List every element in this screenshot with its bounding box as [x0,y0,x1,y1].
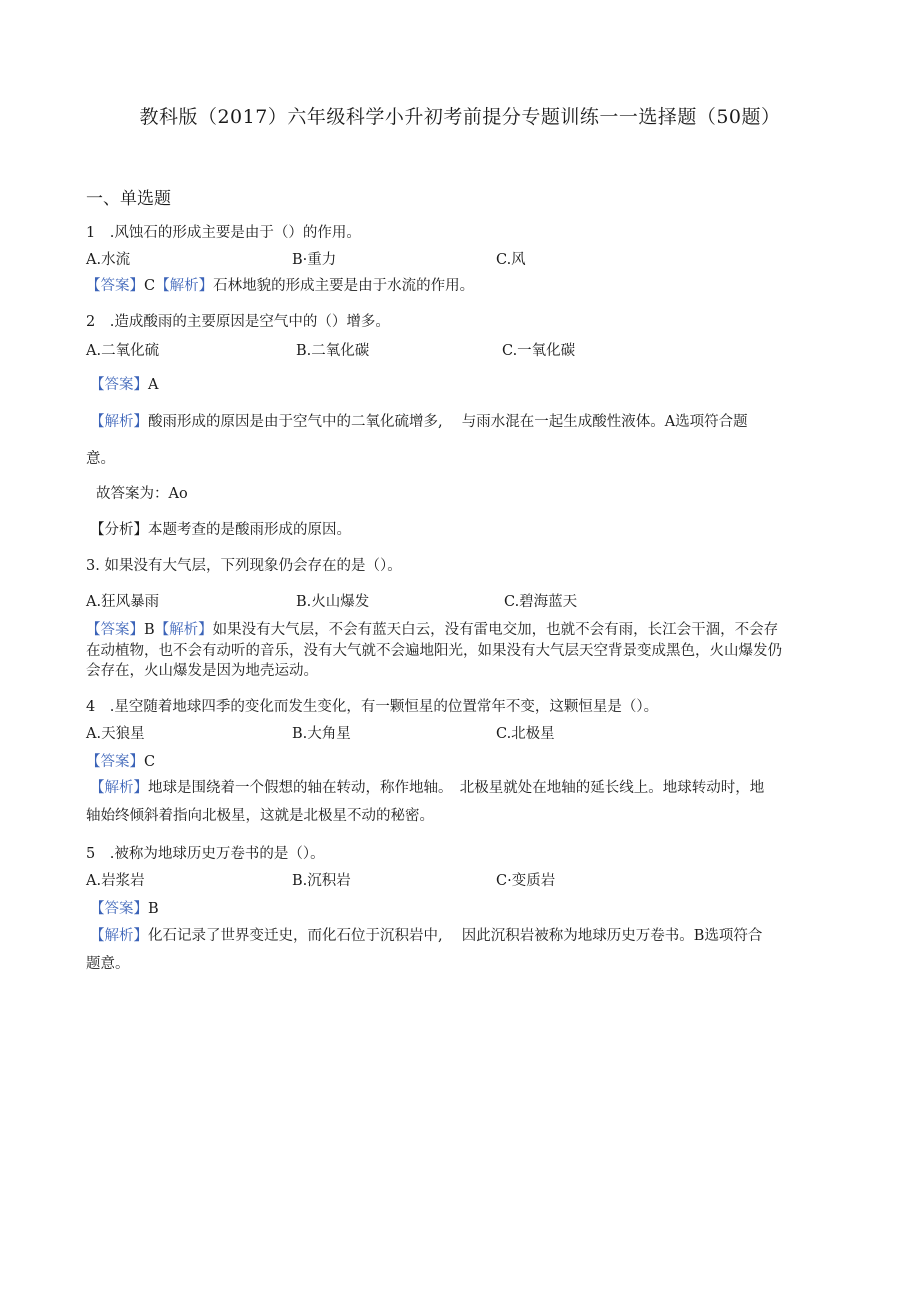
analysis-tag: 【解析】 [90,928,148,944]
analysis-text: 石林地貌的形成主要是由于水流的作用。 [213,278,475,294]
question-5-stem: 5 .被称为地球历史万卷书的是（）。 [86,846,325,862]
question-5-answer-line [90,899,159,919]
question-5-option-a: A.岩浆岩 [86,873,145,889]
analysis-tag: 【解析】 [155,278,214,294]
answer-tag: 【答案】 [86,754,144,770]
question-4-stem: 4 .星空随着地球四季的变化而发生变化，有一颗恒星的位置常年不变，这颗恒星是（）。 [86,699,659,715]
answer-value: B [144,622,155,638]
document-title: 教科版（2017）六年级科学小升初考前提分专题训练一一选择题（50题） [139,106,781,128]
question-5-analysis-line-2: 题意。 [86,956,130,972]
answer-tag: 【答案】 [86,622,144,638]
question-4-option-c: C.北极星 [496,726,555,742]
question-1-option-c: C.风 [496,252,526,268]
answer-value: C [144,754,156,770]
question-2-answer-line [90,375,158,395]
question-2-option-a: A.二氧化硫 [86,343,160,359]
question-3-option-b: B.火山爆发 [296,594,370,610]
question-3-analysis-line-3: 会存在，火山爆发是因为地壳运动。 [86,663,318,679]
analysis-tag: 【解析】 [90,414,148,430]
answer-tag: 【答案】 [90,901,148,917]
question-1-option-a: A.水流 [86,252,131,268]
analysis-tag: 【解析】 [154,622,213,638]
question-4-analysis-line-2: 轴始终倾斜着指向北极星，这就是北极星不动的秘密。 [86,808,434,824]
question-2-analysis-line-1 [90,412,748,432]
question-4-option-a: A.天狼星 [86,726,145,742]
question-1-answer-line [86,276,474,296]
analysis-text: 地球是围绕着一个假想的轴在转动，称作地轴。 北极星就处在地轴的延长线上。地球转动时，地 [148,780,765,796]
analysis-text: 化石记录了世界变迁史，而化石位于沉积岩中, 因此沉积岩被称为地球历史万卷书。B选项符合 [148,928,763,944]
question-2-conclusion: 故答案为：Ao [96,486,188,502]
question-2-fenxi-line [90,520,351,540]
question-2-stem: 2 .造成酸雨的主要原因是空气中的（）增多。 [86,314,390,330]
question-3-option-a: A.狂风暴雨 [86,594,160,610]
question-5-analysis-line-1 [90,926,762,946]
answer-value: B [148,901,159,917]
question-4-option-b: B.大角星 [292,726,351,742]
question-2-option-c: C.一氧化碳 [502,343,576,359]
question-3-analysis-line-2: 在动植物，也不会有动听的音乐，没有大气就不会遍地阳光，如果没有大气层天空背景变成黑色，火山爆发仍 [86,643,782,659]
section-heading: 一、单选题 [86,189,171,209]
answer-value: A [148,377,159,393]
analysis-text: 如果没有大气层，不会有蓝天白云，没有雷电交加，也就不会有雨，长江会干涸，不会存 [212,622,779,638]
analysis-tag: 【解析】 [90,780,148,796]
question-5-option-c: C·变质岩 [496,873,556,889]
question-2-option-b: B.二氧化碳 [296,343,370,359]
question-3-option-c: C.碧海蓝天 [504,594,578,610]
question-1-option-b: B·重力 [292,252,337,268]
answer-tag: 【答案】 [86,278,144,294]
question-5-option-b: B.沉积岩 [292,873,351,889]
analysis-text: 酸雨形成的原因是由于空气中的二氧化硫增多, 与雨水混在一起生成酸性液体。A选项符合题 [148,414,748,430]
question-1-stem: 1 .风蚀石的形成主要是由于（）的作用。 [86,225,361,241]
answer-tag: 【答案】 [90,377,148,393]
answer-value: C [144,278,156,294]
fenxi-text: 本题考查的是酸雨形成的原因。 [148,522,351,538]
question-4-answer-line [86,752,155,772]
question-3-stem: 3. 如果没有大气层，下列现象仍会存在的是（）。 [86,558,402,574]
fenxi-tag: 【分析】 [90,522,148,538]
question-2-analysis-line-2: 意。 [86,451,115,467]
question-3-analysis-line-1 [86,620,778,640]
question-4-analysis-line-1 [90,778,764,798]
